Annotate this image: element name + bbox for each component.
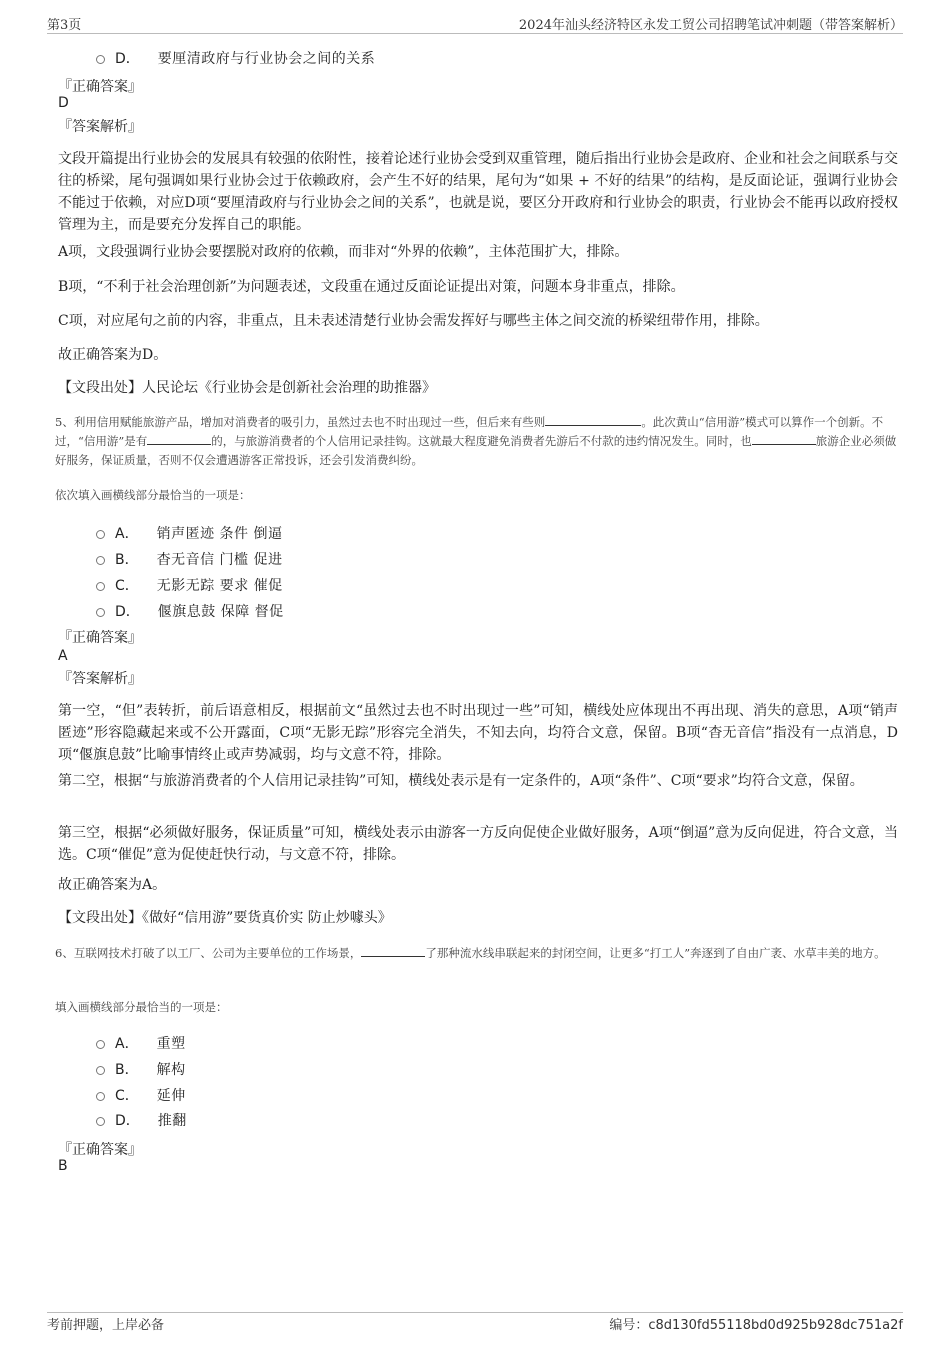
q4-answer: D xyxy=(58,95,69,111)
code-value: c8d130fd55118bd0d925b928dc751a2f xyxy=(648,1318,903,1333)
header-divider xyxy=(47,33,903,34)
q6-question-text xyxy=(55,944,900,963)
option-letter: B． xyxy=(115,552,139,568)
page-number: 第3页 xyxy=(47,18,82,33)
q5-analysis-blank3: 第三空，根据“必须做好服务，保证质量”可知，横线处表示由游客一方反向促使企业做好服务，A项“倒逼”意为反向促进，符合文意，当选。C项“催促”意为促使赶快行动，与文意不符，排除。 xyxy=(58,825,898,863)
q5-source: 【文段出处】《做好“信用游”要货真价实 防止炒噱头》 xyxy=(58,910,392,926)
option-letter: C． xyxy=(115,1088,139,1104)
q6-prompt: 填入画横线部分最恰当的一项是： xyxy=(55,1000,228,1014)
code-label: 编号： xyxy=(609,1318,649,1333)
q5-text-part4: 旅游企业必须做好服务，保证质量，否则不仅会遭遇游客正常投诉，还会引发消费纠纷。 xyxy=(55,434,897,467)
option-letter: D． xyxy=(115,604,140,620)
radio-icon[interactable] xyxy=(96,582,105,591)
q5-answer: A xyxy=(58,648,68,664)
q5-question-text xyxy=(55,413,900,470)
q5-conclusion: 故正确答案为A。 xyxy=(58,877,167,893)
document-code xyxy=(609,1314,903,1333)
footer-divider xyxy=(47,1312,903,1313)
radio-icon[interactable] xyxy=(96,608,105,617)
radio-icon[interactable] xyxy=(96,1066,105,1075)
q6-text-part1: 6、互联网技术打破了以工厂、公司为主要单位的工作场景， xyxy=(55,946,362,960)
radio-icon[interactable] xyxy=(96,556,105,565)
option-letter: D． xyxy=(115,1113,140,1129)
q4-analysis-label: 『答案解析』 xyxy=(58,119,142,135)
option-text: 销声匿迹 条件 倒逼 xyxy=(156,526,283,542)
q5-analysis-blank1: 第一空，“但”表转折，前后语意相反，根据前文“虽然过去也不时出现过一些”可知，横线处应体现出不再出现、消失的意思，A项“销声匿迹”形容隐藏起来或不公开露面，C项“无影无踪”形容完全消失，不知去向，均符合文意，保留。B项“杳无音信”指没有一点消息，D项“偃旗息鼓”比喻事情终止或声势减弱，均与文意不符，排除。 xyxy=(58,703,898,763)
footer-slogan: 考前押题，上岸必备 xyxy=(47,1318,165,1333)
blank-line xyxy=(147,432,211,445)
radio-icon[interactable] xyxy=(96,1040,105,1049)
q5-option-a[interactable] xyxy=(96,523,282,543)
document-title: 2024年汕头经济特区永发工贸公司招聘笔试冲刺题（带答案解析） xyxy=(518,18,903,33)
q4-option-d[interactable] xyxy=(96,48,375,68)
q5-analysis-label: 『答案解析』 xyxy=(58,671,142,687)
q4-answer-label: 『正确答案』 xyxy=(58,79,142,95)
q6-option-a[interactable] xyxy=(96,1033,186,1053)
q5-answer-label: 『正确答案』 xyxy=(58,630,142,646)
q5-analysis-blank2: 第二空，根据“与旅游消费者的个人信用记录挂钩”可知，横线处表示是有一定条件的，A项“条件”、C项“要求”均符合文意，保留。 xyxy=(58,773,864,789)
option-text: 推翻 xyxy=(157,1113,187,1129)
option-letter: C． xyxy=(115,578,139,594)
q6-option-b[interactable] xyxy=(96,1059,186,1079)
q6-text-part2: 了那种流水线串联起来的封闭空间，让更多“打工人”奔逐到了自由广袤、水草丰美的地方。 xyxy=(425,946,886,960)
q6-option-d[interactable] xyxy=(96,1110,187,1130)
option-text: 要厘清政府与行业协会之间的关系 xyxy=(157,51,376,67)
blank-line xyxy=(752,432,816,445)
q5-option-b[interactable] xyxy=(96,549,283,569)
q4-analysis-option-b: B项，“不利于社会治理创新”为问题表述，文段重在通过反面论证提出对策，问题本身非重点，排除。 xyxy=(58,279,685,295)
radio-icon[interactable] xyxy=(96,1092,105,1101)
blank-line xyxy=(361,944,425,957)
option-text: 重塑 xyxy=(156,1036,186,1052)
q6-option-c[interactable] xyxy=(96,1085,186,1105)
q5-option-c[interactable] xyxy=(96,575,283,595)
q5-text-part3: 的，与旅游消费者的个人信用记录挂钩。这就最大程度避免消费者先游后不付款的违约情况发生。同时，也 xyxy=(211,434,752,448)
q4-source: 【文段出处】人民论坛《行业协会是创新社会治理的助推器》 xyxy=(58,380,436,396)
radio-icon[interactable] xyxy=(96,1117,105,1126)
q4-analysis-option-a: A项，文段强调行业协会要摆脱对政府的依赖，而非对“外界的依赖”，主体范围扩大，排除。 xyxy=(58,244,629,260)
q4-conclusion: 故正确答案为D。 xyxy=(58,347,168,363)
blank-line xyxy=(545,413,641,426)
option-letter: B． xyxy=(115,1062,139,1078)
option-text: 偃旗息鼓 保障 督促 xyxy=(157,604,284,620)
q6-answer: B xyxy=(58,1158,68,1174)
option-letter: D． xyxy=(115,51,140,67)
radio-icon[interactable] xyxy=(96,530,105,539)
option-text: 无影无踪 要求 催促 xyxy=(156,578,283,594)
q5-option-d[interactable] xyxy=(96,601,284,621)
option-letter: A． xyxy=(115,1036,139,1052)
q4-analysis-option-c: C项，对应尾句之前的内容，非重点，且未表述清楚行业协会需发挥好与哪些主体之间交流的桥梁纽带作用，排除。 xyxy=(58,313,769,329)
q5-text-part2: 。此次黄山“信用游”模式可以算作一个创新。不过，“信用游”是有 xyxy=(55,415,884,448)
q5-prompt: 依次填入画横线部分最恰当的一项是： xyxy=(55,488,251,502)
option-text: 解构 xyxy=(156,1062,186,1078)
radio-icon[interactable] xyxy=(96,55,105,64)
option-text: 杳无音信 门槛 促进 xyxy=(156,552,283,568)
q6-answer-label: 『正确答案』 xyxy=(58,1142,142,1158)
q4-analysis-paragraph: 文段开篇提出行业协会的发展具有较强的依附性，接着论述行业协会受到双重管理，随后指出行业协会是政府、企业和社会之间联系与交往的桥梁，尾句强调如果行业协会过于依赖政府，会产生不好的结果，尾句为“如果 + 不好的结果”的结构，是反面论证，强调行业协会不能过于依赖，对应D项“要厘清政府与行业协会之间的关系”，也就是说，要区分开政府和行业协会的职责，行业协会不能再以政府授权管理为主，而是要充分发挥自己的职能。 xyxy=(58,151,898,233)
option-text: 延伸 xyxy=(156,1088,186,1104)
option-letter: A． xyxy=(115,526,139,542)
q5-text-part1: 5、利用信用赋能旅游产品，增加对消费者的吸引力，虽然过去也不时出现过一些，但后来有些则 xyxy=(55,415,546,429)
